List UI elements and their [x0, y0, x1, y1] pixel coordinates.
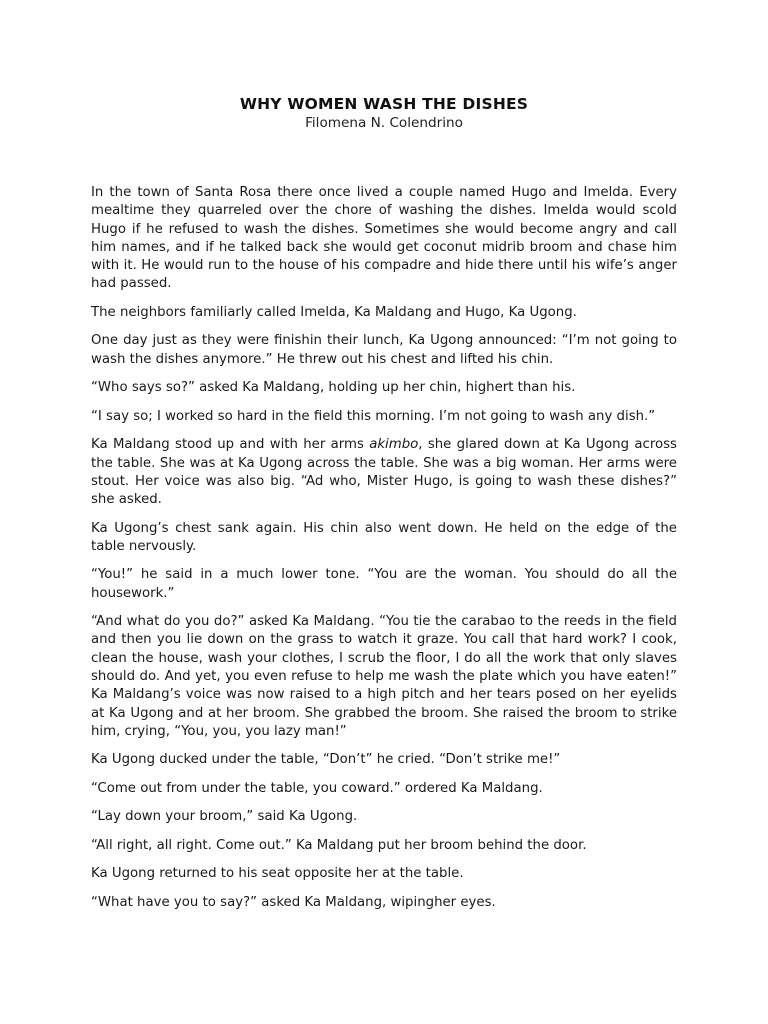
paragraph-6-start: Ka Maldang stood up and with her arms: [91, 437, 370, 453]
paragraph-9: “And what do you do?” asked Ka Maldang. “You tie the carabao to the reeds in the field and then you lie down on the grass to watch it graze. You call that hard work? I cook, clean the house, wash your clothes, I scrub the floor, I do all the work that only slaves should do. And yet, you even refuse to help me wash the plate which you have eaten!” Ka Maldang’s voice was now raised to a high pitch and her tears posed on her eyelids at Ka Ugong and at her broom. She grabbed the broom. She raised the broom to strike him, crying, “You, you, you lazy man!”: [91, 614, 677, 739]
paragraph-5: “I say so; I worked so hard in the field this morning. I’m not going to wash any dish.”: [91, 408, 656, 424]
story-body: [91, 184, 677, 912]
paragraph-1: In the town of Santa Rosa there once lived a couple named Hugo and Imelda. Every mealtime they quarreled over the chore of washing the dishes. Imelda would scold Hugo if he refused to wash the dishes. Sometimes she would become angry and call him names, and if he talked back she would get coconut midrib broom and chase him with it. He would run to the house of his compadre and hide there until his wife’s anger had passed.: [91, 185, 677, 292]
document-title: WHY WOMEN WASH THE DISHES: [239, 95, 529, 113]
paragraph-11: “Come out from under the table, you coward.” ordered Ka Maldang.: [91, 780, 543, 796]
paragraph-2: The neighbors familiarly called Imelda, Ka Maldang and Hugo, Ka Ugong.: [91, 304, 577, 320]
paragraph-7: Ka Ugong’s chest sank again. His chin also went down. He held on the edge of the table nervously.: [91, 520, 677, 554]
paragraph-12: “Lay down your broom,” said Ka Ugong.: [91, 809, 358, 825]
paragraph-10: Ka Ugong ducked under the table, “Don’t” he cried. “Don’t strike me!”: [91, 752, 561, 768]
paragraph-13: “All right, all right. Come out.” Ka Maldang put her broom behind the door.: [91, 837, 587, 853]
paragraph-8: “You!” he said in a much lower tone. “You are the woman. You should do all the housework.”: [91, 567, 677, 601]
paragraph-14: Ka Ugong returned to his seat opposite her at the table.: [91, 866, 464, 882]
paragraph-6-end: , she glared down at Ka Ugong across the table. She was at Ka Ugong across the table. She was a big woman. Her arms were stout. Her voice was also big. “Ad who, Mister Hugo, is going to wash these dishes?” she asked.: [91, 437, 677, 508]
paragraph-6: [91, 436, 677, 509]
paragraph-6-italic-word: akimbo: [369, 437, 419, 453]
paragraph-15: “What have you to say?” asked Ka Maldang, wipingher eyes.: [91, 894, 496, 910]
author-name: Filomena N. Colendrino: [305, 115, 463, 131]
paragraph-3: One day just as they were finishin their lunch, Ka Ugong announced: “I’m not going to wash the dishes anymore.” He threw out his chest and lifted his chin.: [91, 333, 677, 367]
paragraph-4: “Who says so?” asked Ka Maldang, holding up her chin, highert than his.: [91, 380, 576, 396]
